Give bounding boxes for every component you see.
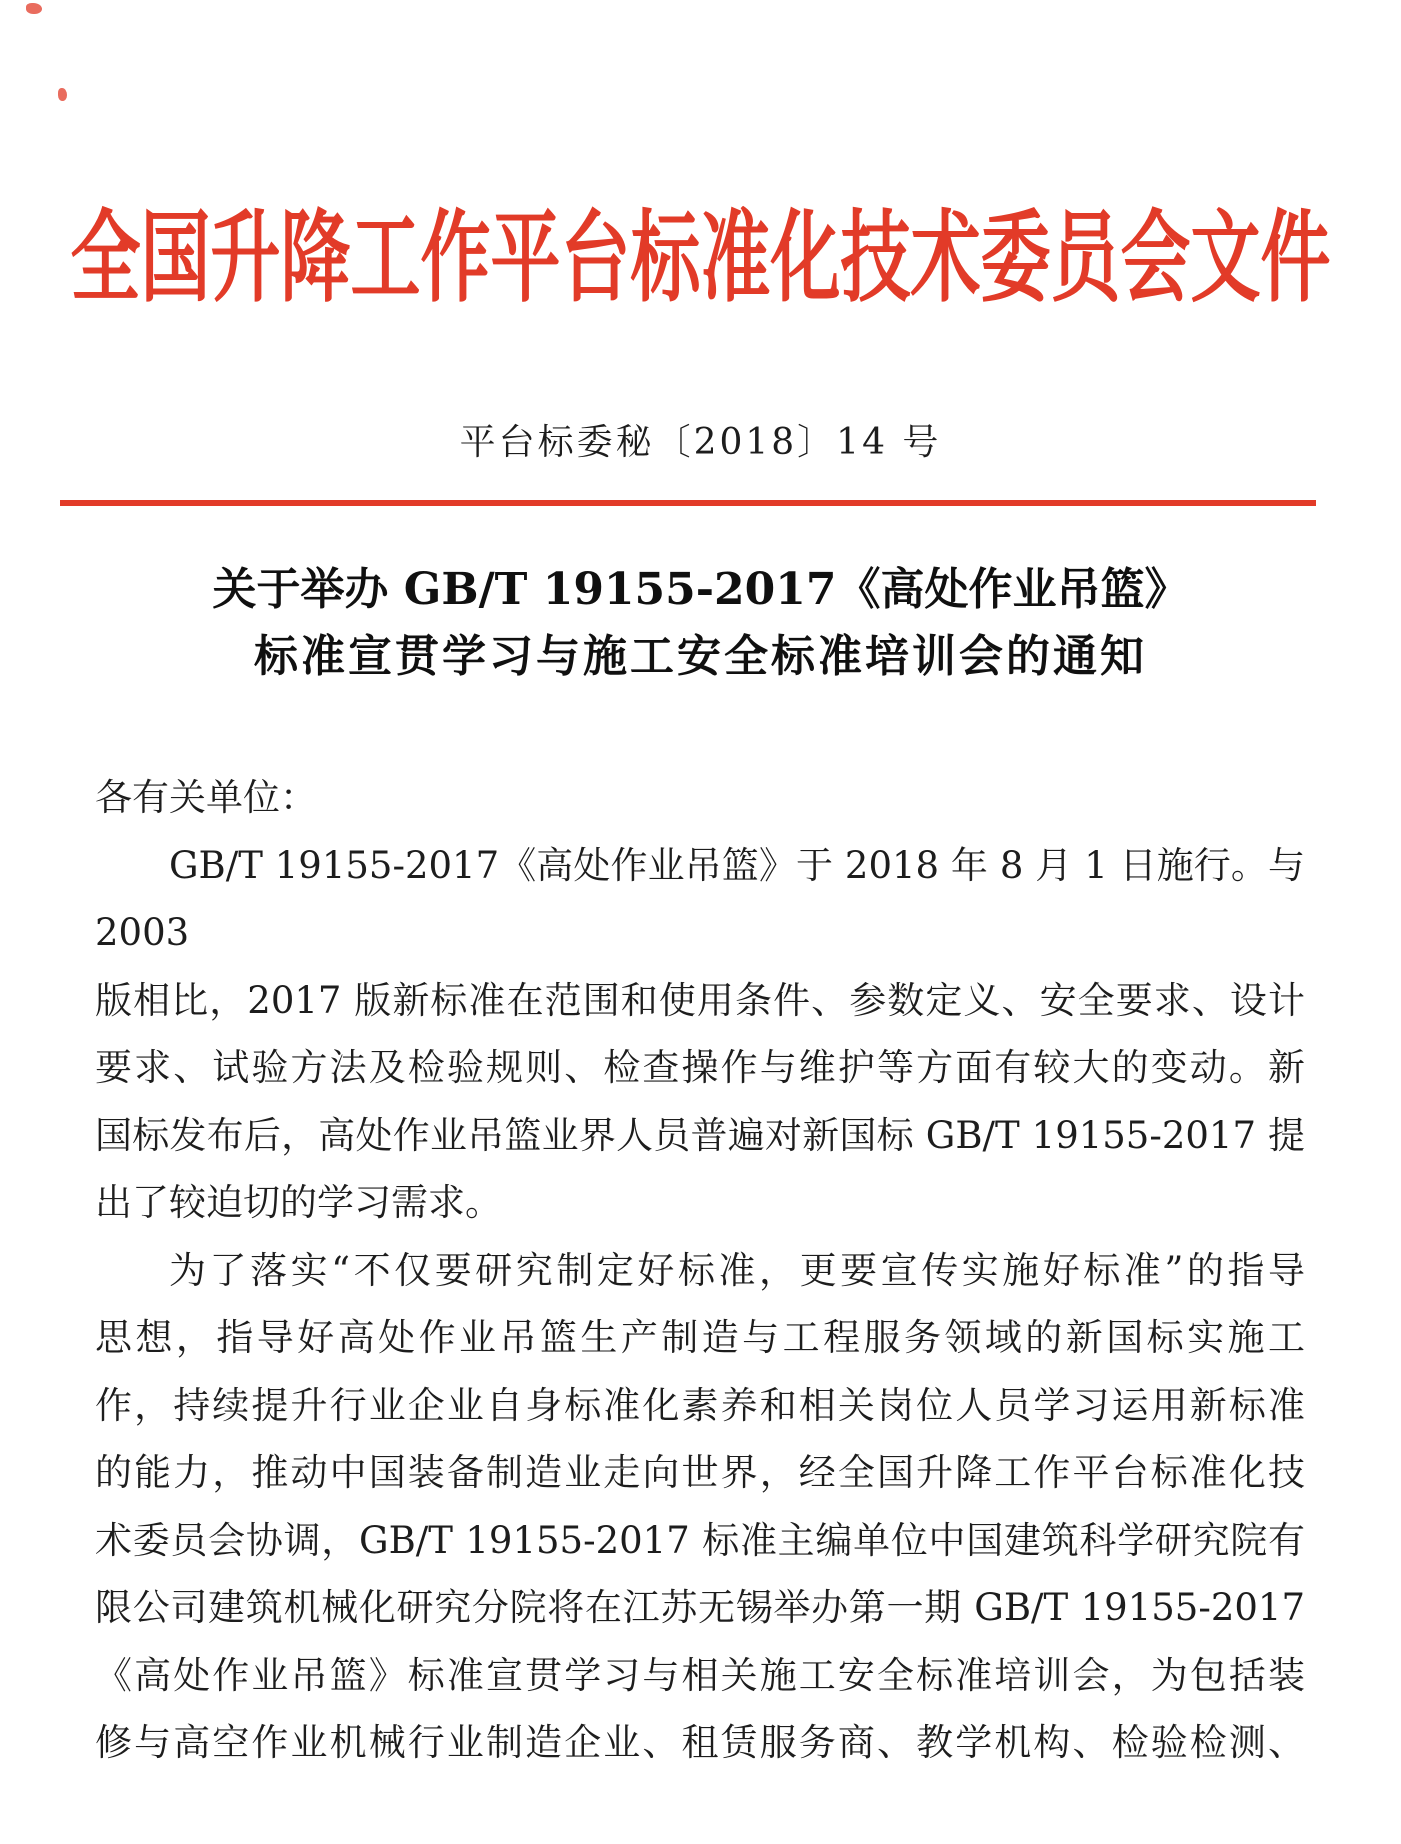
document-body xyxy=(95,764,1305,1777)
paragraphs-container xyxy=(95,832,1305,1777)
body-line: 国标发布后，高处作业吊篮业界人员普遍对新国标 GB/T 19155-2017 提 xyxy=(95,1113,1305,1157)
document-number: 平台标委秘〔2018〕14 号 xyxy=(459,422,942,463)
red-divider-line xyxy=(60,500,1316,506)
body-line: 为了落实“不仅要研究制定好标准，更要宣传实施好标准”的指导 xyxy=(169,1248,1305,1292)
body-line: 术委员会协调，GB/T 19155-2017 标准主编单位中国建筑科学研究院有 xyxy=(95,1518,1305,1562)
scan-artifact xyxy=(58,88,67,101)
notice-title-line1: 关于举办 GB/T 19155-2017《高处作业吊篮》 xyxy=(212,564,1189,615)
body-line: 限公司建筑机械化研究分院将在江苏无锡举办第一期 GB/T 19155-2017 xyxy=(95,1586,1305,1629)
notice-title-line2: 标准宣贯学习与施工安全标准培训会的通知 xyxy=(254,631,1147,682)
body-line: 作，持续提升行业企业自身标准化素养和相关岗位人员学习运用新标准 xyxy=(95,1383,1305,1427)
body-line: 要求、试验方法及检验规则、检查操作与维护等方面有较大的变动。新 xyxy=(95,1046,1305,1089)
body-line: 《高处作业吊篮》标准宣贯学习与相关施工安全标准培训会，为包括装 xyxy=(95,1653,1305,1697)
notice-title xyxy=(0,556,1401,690)
committee-header-title: 全国升降工作平台标准化技术委员会文件 xyxy=(70,198,1331,317)
salutation: 各有关单位： xyxy=(95,776,317,819)
body-line: 出了较迫切的学习需求。 xyxy=(95,1181,502,1224)
body-line: 的能力，推动中国装备制造业走向世界，经全国升降工作平台标准化技 xyxy=(95,1451,1305,1494)
body-line: 版相比，2017 版新标准在范围和使用条件、参数定义、安全要求、设计 xyxy=(95,978,1305,1022)
body-line: GB/T 19155-2017《高处作业吊篮》于 2018 年 8 月 1 日施行。与 2003 xyxy=(95,843,1305,954)
body-line: 思想，指导好高处作业吊篮生产制造与工程服务领域的新国标实施工 xyxy=(95,1316,1305,1359)
body-line: 修与高空作业机械行业制造企业、租赁服务商、教学机构、检验检测、 xyxy=(95,1721,1305,1764)
scan-artifact xyxy=(26,3,42,14)
